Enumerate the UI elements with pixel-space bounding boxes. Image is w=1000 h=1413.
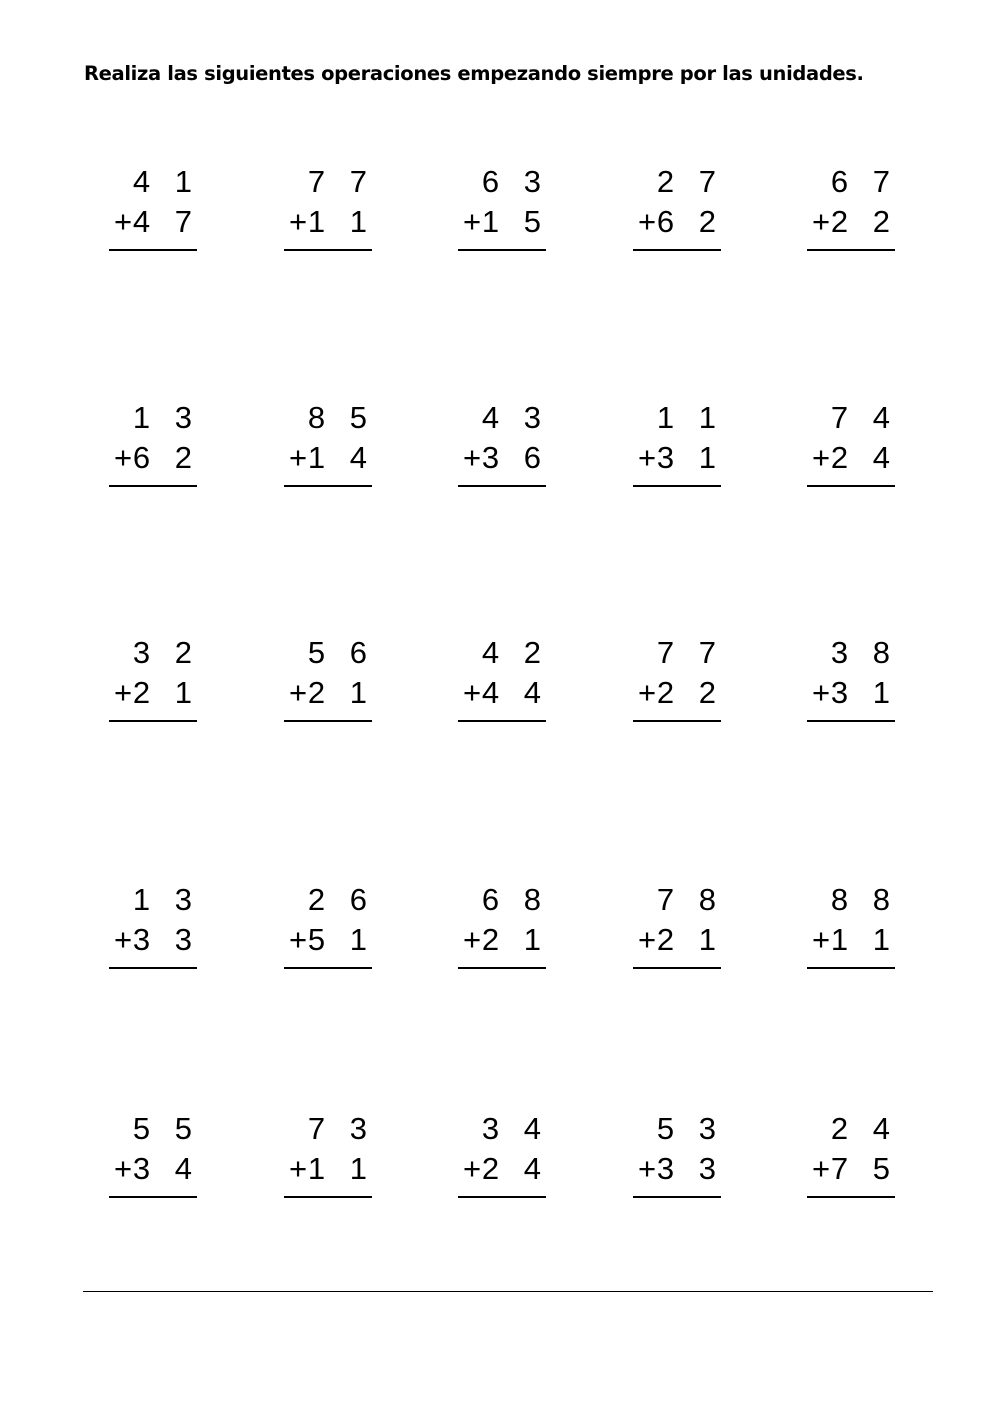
addition-problem [284, 882, 375, 969]
plus-sign: + [114, 675, 133, 710]
sum-line [109, 1196, 197, 1198]
second-addend: 1 1 [307, 204, 375, 239]
addition-problem [633, 1111, 724, 1198]
first-addend: 3 8 [830, 635, 898, 670]
plus-sign: + [638, 1151, 657, 1186]
first-addend: 1 1 [656, 400, 724, 435]
addition-problem [284, 400, 375, 487]
first-addend: 7 4 [830, 400, 898, 435]
first-addend: 7 7 [307, 164, 375, 199]
plus-sign: + [812, 204, 831, 239]
addition-problem [284, 1111, 375, 1198]
plus-sign: + [114, 204, 133, 239]
first-addend: 5 5 [132, 1111, 200, 1146]
plus-sign: + [638, 922, 657, 957]
plus-sign: + [289, 204, 308, 239]
second-addend: 2 1 [481, 922, 549, 957]
addition-problem [807, 1111, 898, 1198]
second-addend: 3 4 [132, 1151, 200, 1186]
first-addend: 7 8 [656, 882, 724, 917]
sum-line [284, 967, 372, 969]
second-addend: 3 3 [656, 1151, 724, 1186]
second-addend: 2 1 [132, 675, 200, 710]
second-addend: 5 1 [307, 922, 375, 957]
sum-line [284, 249, 372, 251]
plus-sign: + [812, 440, 831, 475]
second-addend: 2 1 [656, 922, 724, 957]
sum-line [633, 967, 721, 969]
plus-sign: + [289, 922, 308, 957]
plus-sign: + [812, 922, 831, 957]
addition-problem [109, 635, 200, 722]
second-addend: 4 4 [481, 675, 549, 710]
sum-line [458, 485, 546, 487]
sum-line [807, 720, 895, 722]
plus-sign: + [463, 922, 482, 957]
second-addend: 3 1 [656, 440, 724, 475]
addition-problem [109, 1111, 200, 1198]
first-addend: 4 2 [481, 635, 549, 670]
plus-sign: + [114, 1151, 133, 1186]
second-addend: 7 5 [830, 1151, 898, 1186]
sum-line [633, 249, 721, 251]
second-addend: 1 5 [481, 204, 549, 239]
plus-sign: + [463, 675, 482, 710]
sum-line [284, 1196, 372, 1198]
plus-sign: + [114, 922, 133, 957]
first-addend: 3 2 [132, 635, 200, 670]
sum-line [807, 249, 895, 251]
sum-line [633, 1196, 721, 1198]
sum-line [109, 485, 197, 487]
sum-line [458, 720, 546, 722]
plus-sign: + [114, 440, 133, 475]
plus-sign: + [638, 204, 657, 239]
plus-sign: + [463, 204, 482, 239]
second-addend: 6 2 [132, 440, 200, 475]
addition-problem [807, 882, 898, 969]
plus-sign: + [638, 675, 657, 710]
first-addend: 8 5 [307, 400, 375, 435]
first-addend: 2 4 [830, 1111, 898, 1146]
addition-problem [109, 164, 200, 251]
second-addend: 3 1 [830, 675, 898, 710]
sum-line [109, 249, 197, 251]
first-addend: 4 3 [481, 400, 549, 435]
addition-problem [633, 635, 724, 722]
addition-problem [633, 882, 724, 969]
sum-line [284, 720, 372, 722]
sum-line [284, 485, 372, 487]
second-addend: 1 4 [307, 440, 375, 475]
addition-problem [458, 635, 549, 722]
addition-problem [284, 164, 375, 251]
second-addend: 2 2 [830, 204, 898, 239]
sum-line [109, 967, 197, 969]
first-addend: 2 7 [656, 164, 724, 199]
first-addend: 4 1 [132, 164, 200, 199]
addition-problem [458, 1111, 549, 1198]
first-addend: 6 7 [830, 164, 898, 199]
plus-sign: + [812, 675, 831, 710]
second-addend: 6 2 [656, 204, 724, 239]
plus-sign: + [289, 440, 308, 475]
second-addend: 3 3 [132, 922, 200, 957]
second-addend: 1 1 [307, 1151, 375, 1186]
addition-problem [458, 164, 549, 251]
first-addend: 8 8 [830, 882, 898, 917]
addition-problem [807, 400, 898, 487]
addition-problem [633, 400, 724, 487]
sum-line [458, 1196, 546, 1198]
second-addend: 2 4 [830, 440, 898, 475]
plus-sign: + [812, 1151, 831, 1186]
bottom-divider [83, 1291, 933, 1292]
sum-line [633, 485, 721, 487]
sum-line [458, 967, 546, 969]
sum-line [633, 720, 721, 722]
second-addend: 1 1 [830, 922, 898, 957]
sum-line [109, 720, 197, 722]
plus-sign: + [289, 675, 308, 710]
second-addend: 2 4 [481, 1151, 549, 1186]
plus-sign: + [463, 1151, 482, 1186]
addition-problem [807, 635, 898, 722]
instruction-text: Realiza las siguientes operaciones empezando siempre por las unidades. [84, 62, 864, 85]
first-addend: 5 3 [656, 1111, 724, 1146]
sum-line [807, 1196, 895, 1198]
plus-sign: + [463, 440, 482, 475]
addition-problem [633, 164, 724, 251]
first-addend: 1 3 [132, 882, 200, 917]
first-addend: 6 8 [481, 882, 549, 917]
first-addend: 7 7 [656, 635, 724, 670]
first-addend: 6 3 [481, 164, 549, 199]
addition-problem [458, 882, 549, 969]
first-addend: 7 3 [307, 1111, 375, 1146]
addition-problem [807, 164, 898, 251]
first-addend: 3 4 [481, 1111, 549, 1146]
first-addend: 5 6 [307, 635, 375, 670]
addition-problem [109, 882, 200, 969]
first-addend: 1 3 [132, 400, 200, 435]
plus-sign: + [638, 440, 657, 475]
addition-problem [284, 635, 375, 722]
second-addend: 3 6 [481, 440, 549, 475]
addition-problem [109, 400, 200, 487]
first-addend: 2 6 [307, 882, 375, 917]
sum-line [458, 249, 546, 251]
addition-problem [458, 400, 549, 487]
second-addend: 2 1 [307, 675, 375, 710]
plus-sign: + [289, 1151, 308, 1186]
second-addend: 4 7 [132, 204, 200, 239]
sum-line [807, 485, 895, 487]
sum-line [807, 967, 895, 969]
second-addend: 2 2 [656, 675, 724, 710]
